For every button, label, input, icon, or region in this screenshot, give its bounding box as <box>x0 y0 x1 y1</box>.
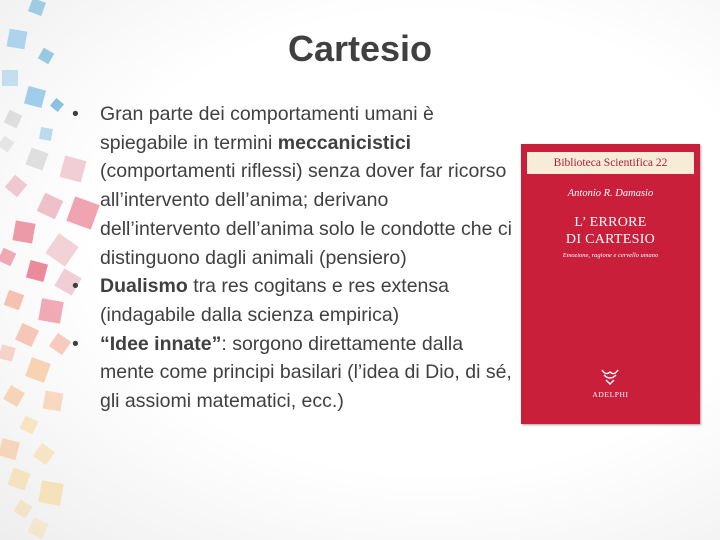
decorative-square <box>49 333 71 355</box>
bullet-list <box>72 100 512 416</box>
decorative-square <box>2 70 18 86</box>
book-subtitle: Emozione, ragione e cervello umano <box>562 252 659 259</box>
bullet-dot: • <box>72 275 79 298</box>
decorative-square <box>0 438 20 460</box>
book-cover-image <box>521 144 700 424</box>
decorative-square <box>4 290 25 311</box>
decorative-square <box>28 0 46 16</box>
book-author: Antonio R. Damasio <box>567 188 654 199</box>
decorative-square <box>0 136 14 153</box>
bullet-text-normal: : sorgono direttamente dalla mente come principi basilari (l’idea di Dio, di sé, gli assiomi matematici, ecc.) <box>100 332 512 413</box>
bullet-text-bold: “Idee innate” <box>100 332 222 355</box>
decorative-square <box>26 260 48 282</box>
decorative-square <box>24 86 46 108</box>
bullet-text-normal: Gran parte dei comportamenti umani è spiegabile in termini <box>100 103 434 154</box>
decorative-square <box>4 110 23 129</box>
decorative-square <box>12 220 35 243</box>
book-publisher: ADELPHI <box>592 390 629 399</box>
bullet-item <box>72 272 512 329</box>
slide-content <box>72 100 512 416</box>
book-title <box>521 214 700 248</box>
decorative-square <box>20 416 39 435</box>
bullet-item <box>72 100 512 272</box>
decorative-square <box>25 147 48 170</box>
bullet-text-bold: meccanicistici <box>277 131 412 154</box>
decorative-square <box>0 248 16 267</box>
publisher-logo-icon <box>599 366 621 386</box>
bullet-text-normal: tra res cogitans e res extensa (indagabile dalla scienza empirica) <box>100 275 449 326</box>
bullet-text-normal: (comportamenti riflessi) senza dover far ricorso all’intervento dell’anima; derivano dell’intervento dell’anima solo le condotte che ci distinguono dagli animali (pensiero) <box>100 160 512 269</box>
bullet-dot: • <box>72 103 79 125</box>
decorative-square <box>37 193 64 220</box>
decorative-square <box>3 385 25 407</box>
slide-title: Cartesio <box>287 28 433 69</box>
decorative-square <box>25 357 51 383</box>
book-title-line: L’ ERRORE <box>574 215 647 230</box>
decorative-square <box>39 127 53 141</box>
decorative-square <box>43 391 64 412</box>
decorative-square <box>0 344 16 361</box>
bullet-text-bold: Dualismo <box>100 275 188 298</box>
decorative-square <box>50 98 64 112</box>
decorative-square <box>5 175 28 198</box>
decorative-square <box>13 499 32 518</box>
decorative-square <box>38 480 63 505</box>
decorative-square <box>27 517 48 538</box>
book-series-label: Biblioteca Scientifica 22 <box>527 152 694 174</box>
decorative-square <box>33 443 55 465</box>
decorative-square <box>38 298 63 323</box>
bullet-item <box>72 330 512 416</box>
decorative-square <box>15 323 39 347</box>
decorative-square <box>7 467 30 490</box>
bullet-dot: • <box>72 332 79 355</box>
book-title-line: DI CARTESIO <box>565 232 656 247</box>
decorative-square <box>7 29 28 50</box>
decorative-square <box>38 48 54 64</box>
